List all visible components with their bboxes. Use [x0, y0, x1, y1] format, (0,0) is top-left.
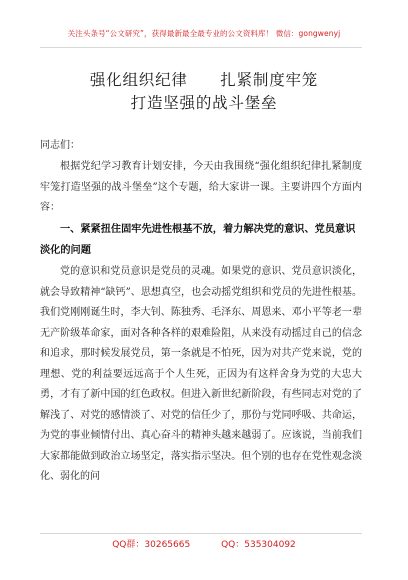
intro-paragraph: 根据党纪学习教育计划安排，今天由我围绕“强化组织纪律扎紧制度牢笼打造坚强的战斗堡垒”这个专题，给大家讲一课。主要讲四个方面内容： [40, 161, 362, 213]
header-banner: 关注头条号“公文研究”，获得最新最全最专业的公文资料库！ 微信：gongwenyj [67, 29, 341, 38]
document-title-line2: 打造坚强的战斗堡垒 [130, 94, 278, 112]
section-body-1: 党的意识和党员意识是党员的灵魂。如果党的意识、党员意识淡化，就会导致精神“缺钙”、思想真空，也会动摇党组织和党员的先进性根基。我们党刚刚诞生时，李大钊、陈独秀、毛泽东、周恩来、邓小平等老一辈无产阶级革命家，面对各种各样的艰难险阻，从来没有动摇过自己的信念和追求，那时候发展党员，第一条就是不怕死，因为对共产党来说，党的理想、党的利益要远远高于个人生死，正因为有这样舍身为党的大忠大勇，才有了新中国的红色政权。但进入新世纪新阶段，有些同志对党的了解浅了、对党的感情淡了、对党的信任少了，那份与党同呼吸、共命运，为党的事业倾情付出、真心奋斗的精神头越来越弱了。应该说，当前我们大家都能做到政治立场坚定，落实指示坚决。但个别的也存在党性观念淡化、弱化的问 [40, 266, 362, 482]
footer-qq: QQ：535304092 [221, 540, 296, 550]
salutation: 同志们： [40, 140, 80, 151]
footer [0, 537, 408, 550]
footer-divider [40, 533, 362, 534]
document-title-line1: 强化组织纪律 扎紧制度牢笼 [89, 71, 319, 89]
section-heading-1: 一、紧紧扭住固牢先进性根基不放，着力解决党的意识、党员意识淡化的问题 [40, 224, 356, 256]
header-divider [40, 47, 362, 48]
footer-qq-group: QQ群：30265665 [112, 540, 191, 550]
